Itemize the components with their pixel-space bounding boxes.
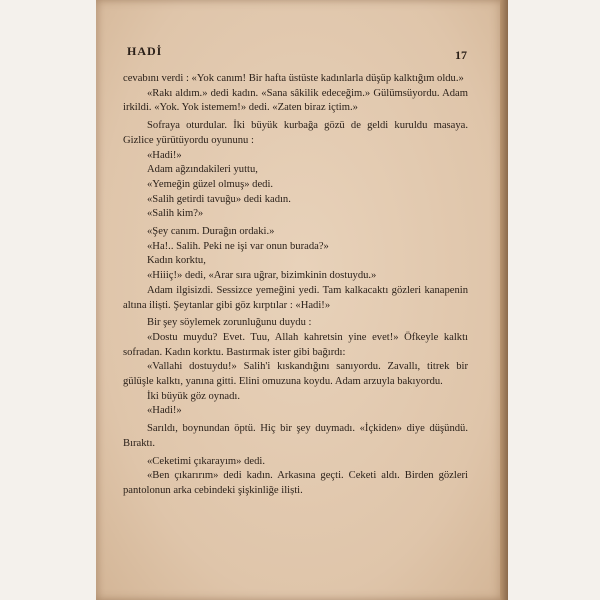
paragraph: «Ben çıkarırım» dedi kadın. Arkasına geçti. Ceketi aldı. Birden gözleri pantolonun arka cebindeki şişkinliğe iliști. [123,470,468,496]
paragraph: «Şey canım. Durağın ordaki.» [147,226,275,238]
paragraph: «Salih getirdi tavuğu» dedi kadın. [147,193,291,205]
paragraph: Sofraya oturdular. İki büyük kurbağa gözü de geldi kuruldu masaya. Gizlice yürütüyordu oyununu : [123,120,468,146]
paragraph: «Hadi!» [147,405,182,417]
page-header [127,44,467,64]
paragraph: cevabını verdi : «Yok canım! Bir hafta üstüste kadınlarla düşüp kalktığım oldu.» [123,73,464,84]
paragraph: İki büyük göz oynadı. [147,390,240,402]
paragraph: «Rakı aldım.» dedi kadın. «Sana sâkilik edeceğim.» Gülümsüyordu. Adam irkildi. «Yok. Yok istemem!» dedi. «Zaten biraz içtim.» [123,87,468,114]
paragraph: «Salih kim?» [147,208,204,220]
paragraph: Adam ilgisizdi. Sessizce yemeğini yedi. Tam kalkacaktı gözleri kanapenin altına iliști. Şeytanlar gibi göz kırptılar : «Hadi!» [123,284,468,311]
paragraph: «Hiiiç!» dedi, «Arar sıra uğrar, bizimkinin dostuydu.» [147,270,377,282]
running-head: HADİ [127,44,163,58]
paragraph: Kadın korktu, [147,255,206,267]
paragraph: Bir şey söylemek zorunluğunu duydu : [147,317,312,329]
paragraph: «Ha!.. Salih. Peki ne işi var onun burada?» [147,240,329,252]
paragraph: Sarıldı, boynundan öptü. Hiç bir şey duymadı. «İçkiden» diye düşündü. Bıraktı. [123,423,468,449]
paragraph: «Hadi!» [147,149,182,161]
paragraph: «Dostu muydu? Evet. Tuu, Allah kahretsin yine evet!» Öfkeyle kalktı sofradan. Kadın korktu. Bastırmak ister gibi bağırdı: [123,331,468,358]
page-edge [500,0,508,600]
page-number: 17 [455,48,467,62]
paragraph: «Vallahi dostuydu!» Salih'i kıskandığını sanıyordu. Zavallı, titrek bir gülüşle kalktı, yanına gitti. Elini omuzuna koydu. Adam arzuyla bakıyordu. [123,361,468,388]
body-text [123,72,468,499]
paragraph: «Yemeğin güzel olmuş» dedi. [147,178,274,190]
paragraph: «Ceketimi çıkarayım» dedi. [147,455,265,467]
paragraph: Adam ağzındakileri yuttu, [147,164,258,176]
